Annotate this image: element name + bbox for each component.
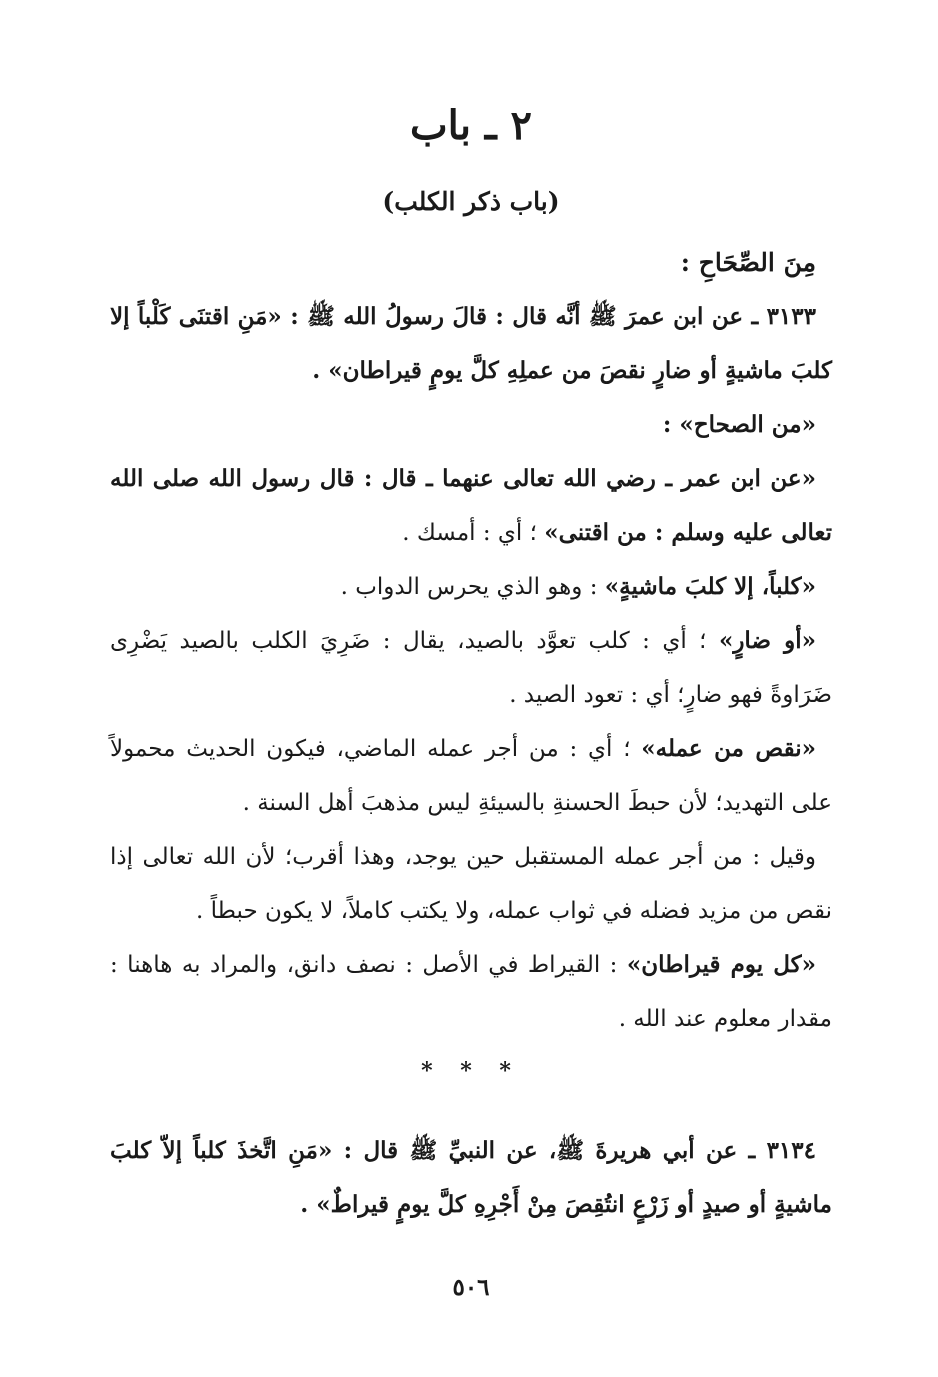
commentary-p2-text: ؛ أي : أمسك . bbox=[402, 520, 537, 546]
hadith-3133: ٣١٣٣ ـ عن ابن عمرَ ﷺ أنَّه قال : قالَ رسولُ الله ﷺ : «مَنِ اقتنَى كَلْباً إلا كلبَ ماشيةٍ أو ضارٍ نقصَ من عملِهِ كلَّ يومٍ قيراطان» . bbox=[110, 303, 832, 384]
hadith-3134: ٣١٣٤ ـ عن أبي هريرةَ ﷺ، عن النبيِّ ﷺ قال : «مَنِ اتَّخذَ كلباً إلاّ كلبَ ماشيةٍ أو صيدٍ أو زَرْعٍ انتُقِصَ مِنْ أَجْرِهِ كلَّ يومٍ قيراطٌ» . bbox=[110, 1137, 832, 1218]
commentary-p2 bbox=[110, 452, 832, 560]
commentary-p7-text: : القيراط في الأصل : نصف دانق، والمراد به هاهنا : مقدار معلوم عند الله . bbox=[110, 952, 832, 1032]
commentary-p1 bbox=[110, 398, 832, 452]
chapter-subtitle: (باب ذكر الكلب) bbox=[382, 187, 560, 216]
chapter-title: ٢ ـ باب bbox=[409, 102, 533, 149]
commentary-p2-quote: «عن ابن عمر ـ رضي الله تعالى عنهما ـ قال : قال رسول الله صلى الله تعالى عليه وسلم : من اقتنى» bbox=[110, 465, 832, 546]
commentary-p4-text: ؛ أي : كلب تعوَّد بالصيد، يقال : ضَرِيَ الكلب بالصيد يَضْرِى ضَرَاوةً فهو ضارٍ؛ أي : تعود الصيد . bbox=[110, 628, 832, 708]
commentary-p3 bbox=[110, 560, 832, 614]
commentary-p6: وقيل : من أجر عمله المستقبل حين يوجد، وهذا أقرب؛ لأن الله تعالى إذا نقص من مزيد فضله في ثواب عمله، ولا يكتب كاملاً، لا يكون حبطاً . bbox=[110, 844, 832, 924]
commentary-p4 bbox=[110, 614, 832, 722]
commentary-p4-quote: «أو ضارٍ» bbox=[718, 627, 816, 654]
commentary-p3-quote: «كلباً، إلا كلبَ ماشيةٍ» bbox=[604, 573, 816, 600]
commentary-p7 bbox=[110, 938, 832, 1046]
main-content bbox=[110, 236, 832, 1046]
section-heading: مِنَ الصِّحَاحِ : bbox=[680, 248, 816, 277]
commentary-p5-text: ؛ أي : من أجر عمله الماضي، فيكون الحديث محمولاً على التهديد؛ لأن حبطَ الحسنةِ بالسيئةِ ليس مذهبَ أهل السنة . bbox=[110, 736, 832, 816]
section-separator: * * * bbox=[421, 1058, 521, 1084]
hadith-3134-block bbox=[110, 1124, 832, 1232]
commentary-p1-quote: «من الصحاح» : bbox=[662, 411, 816, 438]
commentary-p5-quote: «نقص من عمله» bbox=[641, 735, 816, 762]
book-page bbox=[110, 0, 832, 1377]
commentary-p7-quote: «كل يوم قيراطان» bbox=[626, 951, 816, 978]
page-number: ٥٠٦ bbox=[452, 1274, 490, 1301]
commentary-p3-text: : وهو الذي يحرس الدواب . bbox=[340, 574, 598, 600]
commentary-p5 bbox=[110, 722, 832, 830]
